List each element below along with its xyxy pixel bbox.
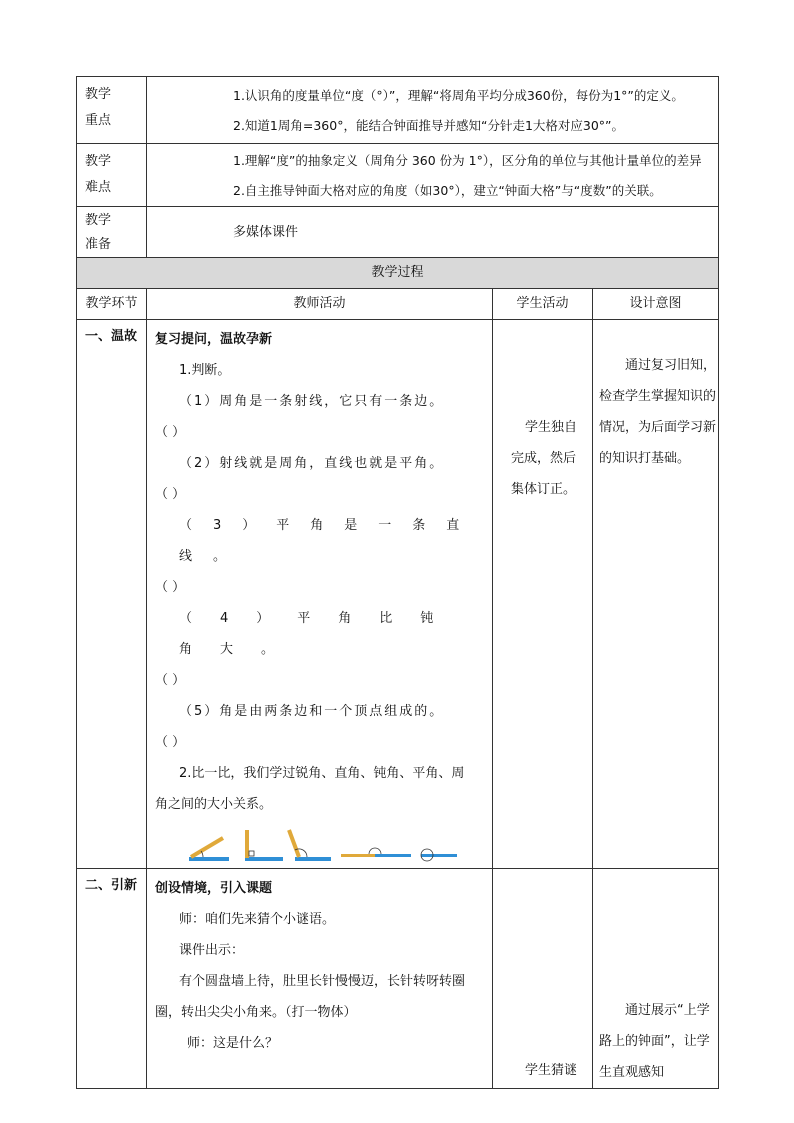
review-line-7: （ ） [155,580,186,595]
key-points-label-text: 教学重点 [85,87,112,128]
review-line-11: （ ） [155,735,186,750]
key-points-label [77,77,147,144]
review-line-10: （5）角是由两条边和一个顶点组成的。 [179,704,445,719]
review-line-2: （1）周角是一条射线，它只有一条边。 [179,394,445,409]
difficulties-content [147,144,719,207]
header-row [77,289,719,320]
header-stage: 教学环节 [77,289,147,320]
section-review-heading: 复习提问，温故孕新 [155,332,273,347]
review-line-8: （4）平角比钝角大。 [179,611,462,657]
section-review-row [77,320,719,869]
lesson-plan [76,76,718,1089]
review-line-12: 2.比一比，我们学过锐角、直角、钝角、平角、周 [179,766,465,781]
process-title: 教学过程 [371,265,424,280]
key-points-content [147,77,719,144]
review-line-5: （ ） [155,487,186,502]
section-intro-design-text: 通过展示“上学路上的钟面”，让学生直观感知 [599,1003,710,1080]
difficulty-2: 2.自主推导钟面大格对应的角度（如30°），建立“钟面大格”与“度数”的关联。 [233,183,662,198]
section-review-teacher [147,320,493,869]
lesson-plan-table [76,76,719,1089]
acute-angle-figure [189,838,229,861]
review-line-3: （ ） [155,425,186,440]
section-review-design-text: 通过复习旧知，检查学生掌握知识的情况，为后面学习新的知识打基础。 [599,358,717,466]
section-review-student [493,320,593,869]
intro-line-4: 圈，转出尖尖小角来。（打一物体） [155,1005,357,1020]
preparation-text: 多媒体课件 [233,225,299,240]
header-student: 学生活动 [493,289,593,320]
section-intro-heading: 创设情境，引入课题 [155,881,273,896]
key-point-2: 2.知道1周角=360°，能结合钟面推导并感知“分针走1大格对应30°”。 [233,118,625,133]
preparation-row [77,207,719,258]
section-review-design [593,320,719,869]
difficulties-label-text: 教学难点 [85,154,112,195]
section-intro-student [493,869,593,1089]
review-line-9: （ ） [155,673,186,688]
section-intro-design [593,869,719,1089]
intro-line-1: 师：咱们先来猜个小谜语。 [179,912,336,927]
preparation-label-text: 教学准备 [85,213,112,252]
review-line-13: 角之间的大小关系。 [155,797,273,812]
header-design: 设计意图 [593,289,719,320]
angle-figures-svg [181,820,481,868]
section-intro-teacher [147,869,493,1089]
angle-figures [181,820,484,868]
full-angle-figure [421,849,457,861]
preparation-label [77,207,147,258]
difficulties-label [77,144,147,207]
section-review-stage: 一、温故 [77,320,147,869]
section-review-student-text: 学生独自完成，然后集体订正。 [511,420,578,497]
difficulty-1: 1.理解“度”的抽象定义（周角分 360 份为 1°），区分角的单位与其他计量单位的差异 [233,153,702,168]
process-banner [77,258,719,289]
review-line-1: 1.判断。 [179,363,231,378]
section-intro-stage: 二、引新 [77,869,147,1089]
right-angle-figure [245,830,283,861]
review-line-6: （3）平角是一条直线。 [179,518,481,564]
key-point-1: 1.认识角的度量单位“度（°）”，理解“将周角平均分成360份，每份为1°”的定义。 [233,88,684,103]
key-points-row [77,77,719,144]
obtuse-angle-figure [289,830,331,861]
header-teacher: 教师活动 [147,289,493,320]
review-line-4: （2）射线就是周角，直线也就是平角。 [179,456,445,471]
section-intro-row [77,869,719,1089]
straight-angle-figure [341,848,411,857]
preparation-content [147,207,719,258]
intro-line-3: 有个圆盘墙上待，肚里长针慢慢迈，长针转呀转圈 [179,974,466,989]
section-intro-student-text: 学生猜谜 [525,1063,578,1078]
intro-line-2: 课件出示： [179,943,245,958]
difficulties-row [77,144,719,207]
process-banner-row [77,258,719,289]
intro-line-5: 师：这是什么？ [187,1036,279,1051]
